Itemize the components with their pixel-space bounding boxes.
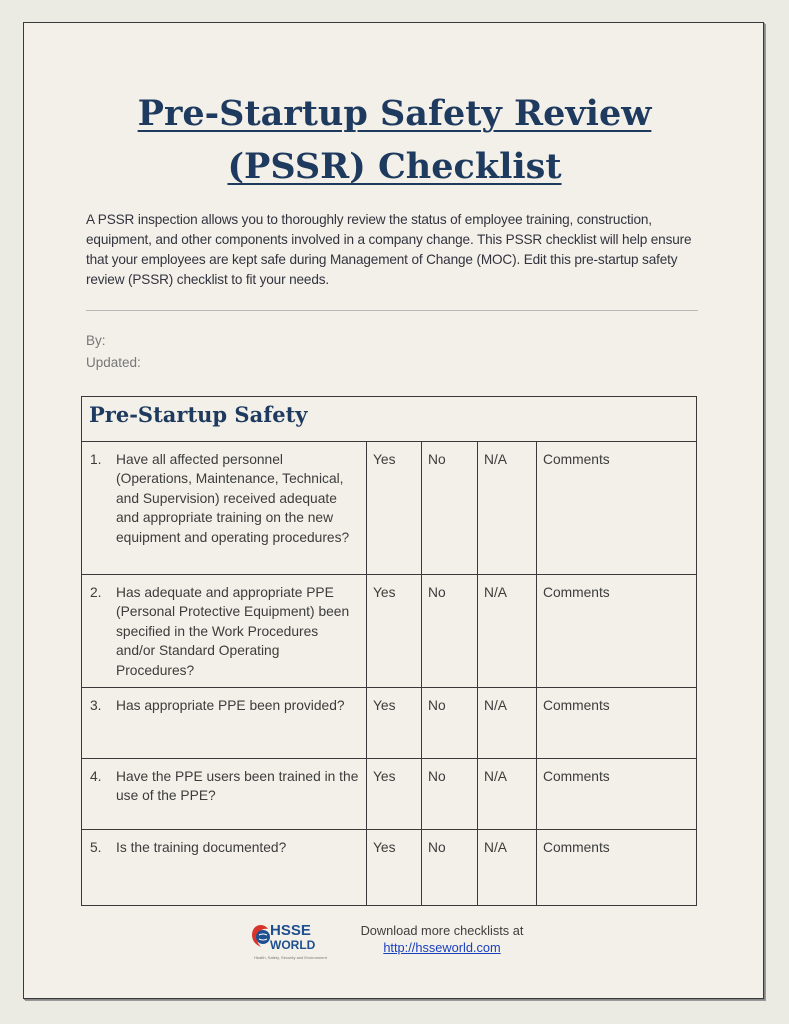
no-option[interactable]: No bbox=[422, 575, 478, 688]
question-cell bbox=[82, 830, 367, 906]
by-label: By: bbox=[86, 333, 106, 348]
na-option[interactable]: N/A bbox=[478, 759, 537, 830]
question-text: Is the training documented? bbox=[116, 840, 287, 855]
question-number: 2. bbox=[90, 585, 102, 600]
table-row bbox=[82, 575, 697, 688]
question-text: Has appropriate PPE been provided? bbox=[116, 698, 345, 713]
na-option[interactable]: N/A bbox=[478, 830, 537, 906]
question-text: Have all affected personnel (Operations, Maintenance, Technical, and Supervision) received adequate and appropriate training on the new equipment and operating procedures? bbox=[116, 452, 350, 545]
checklist-table bbox=[81, 396, 697, 906]
comments-field[interactable]: Comments bbox=[537, 575, 697, 688]
yes-option[interactable]: Yes bbox=[367, 575, 422, 688]
na-option[interactable]: N/A bbox=[478, 575, 537, 688]
question-cell bbox=[82, 575, 367, 688]
question-text: Has adequate and appropriate PPE (Personal Protective Equipment) been specified in the Work Procedures and/or Standard Operating Procedures? bbox=[116, 585, 350, 678]
footer-download bbox=[342, 922, 542, 956]
question-number: 3. bbox=[90, 698, 102, 713]
download-text: Download more checklists at bbox=[360, 923, 524, 938]
hsse-world-logo-icon bbox=[250, 923, 272, 949]
comments-field[interactable]: Comments bbox=[537, 442, 697, 575]
no-option[interactable]: No bbox=[422, 442, 478, 575]
divider bbox=[86, 310, 698, 311]
logo-tagline: Health, Safety, Security and Environment bbox=[254, 955, 327, 960]
table-heading: Pre-Startup Safety bbox=[82, 397, 697, 442]
question-number: 1. bbox=[90, 452, 102, 467]
hsse-world-logo[interactable] bbox=[250, 923, 326, 963]
yes-option[interactable]: Yes bbox=[367, 442, 422, 575]
table-row bbox=[82, 759, 697, 830]
na-option[interactable]: N/A bbox=[478, 442, 537, 575]
question-text: Have the PPE users been trained in the use of the PPE? bbox=[116, 769, 359, 804]
yes-option[interactable]: Yes bbox=[367, 830, 422, 906]
page-title bbox=[24, 87, 765, 193]
logo-line-1: HSSE bbox=[270, 922, 311, 939]
title-line-1: Pre-Startup Safety Review bbox=[137, 93, 652, 134]
table-row bbox=[82, 442, 697, 575]
no-option[interactable]: No bbox=[422, 688, 478, 759]
question-cell bbox=[82, 442, 367, 575]
no-option[interactable]: No bbox=[422, 830, 478, 906]
yes-option[interactable]: Yes bbox=[367, 688, 422, 759]
question-number: 5. bbox=[90, 840, 102, 855]
comments-field[interactable]: Comments bbox=[537, 830, 697, 906]
na-option[interactable]: N/A bbox=[478, 688, 537, 759]
no-option[interactable]: No bbox=[422, 759, 478, 830]
comments-field[interactable]: Comments bbox=[537, 759, 697, 830]
yes-option[interactable]: Yes bbox=[367, 759, 422, 830]
logo-text bbox=[270, 924, 315, 952]
question-cell bbox=[82, 759, 367, 830]
updated-label: Updated: bbox=[86, 355, 141, 370]
hsseworld-link[interactable]: http://hsseworld.com bbox=[383, 940, 501, 955]
logo-line-2: WORLD bbox=[270, 938, 316, 952]
table-heading-row bbox=[82, 397, 697, 442]
intro-paragraph: A PSSR inspection allows you to thoroughly review the status of employee training, construction, equipment, and other components involved in a company change. This PSSR checklist will help ensure that your employees are kept safe during Management of Change (MOC). Edit this pre-startup safety review (PSSR) checklist to fit your needs. bbox=[86, 212, 692, 287]
question-number: 4. bbox=[90, 769, 102, 784]
comments-field[interactable]: Comments bbox=[537, 688, 697, 759]
document-page bbox=[23, 22, 764, 999]
question-cell bbox=[82, 688, 367, 759]
table-row bbox=[82, 830, 697, 906]
table-row bbox=[82, 688, 697, 759]
title-line-2: (PSSR) Checklist bbox=[227, 146, 562, 187]
